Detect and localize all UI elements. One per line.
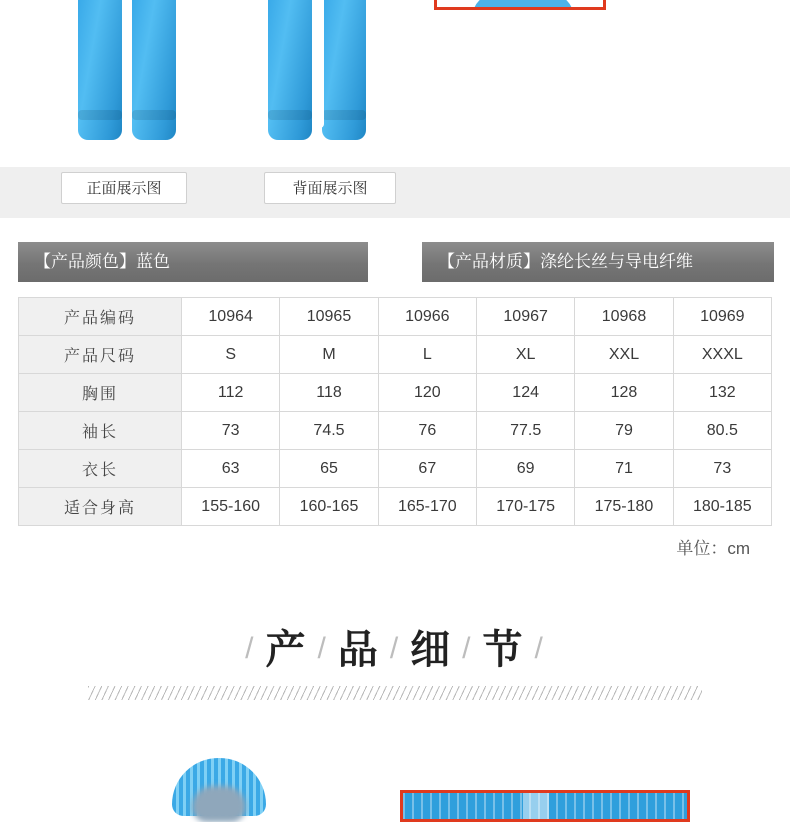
table-cell: 132 bbox=[673, 374, 771, 412]
detail-photo-hood bbox=[138, 752, 300, 822]
slash-decoration: / bbox=[534, 632, 545, 665]
hatched-divider bbox=[88, 686, 702, 700]
table-cell: 120 bbox=[378, 374, 476, 412]
model-face-blurred bbox=[192, 786, 246, 822]
row-header: 产品尺码 bbox=[19, 336, 182, 374]
table-row bbox=[19, 488, 772, 526]
table-cell: S bbox=[182, 336, 280, 374]
table-cell: 67 bbox=[378, 450, 476, 488]
table-cell: 10964 bbox=[182, 298, 280, 336]
table-cell: 10965 bbox=[280, 298, 378, 336]
table-row bbox=[19, 298, 772, 336]
table-cell: 73 bbox=[673, 450, 771, 488]
table-cell: 170-175 bbox=[476, 488, 574, 526]
table-cell: 69 bbox=[476, 450, 574, 488]
table-cell: 65 bbox=[280, 450, 378, 488]
product-thumbnail[interactable] bbox=[434, 0, 606, 10]
table-cell: 10969 bbox=[673, 298, 771, 336]
table-row bbox=[19, 450, 772, 488]
cuff bbox=[322, 110, 366, 120]
product-info-row bbox=[0, 242, 790, 282]
table-row bbox=[19, 374, 772, 412]
section-title bbox=[0, 618, 790, 675]
table-cell: 71 bbox=[575, 450, 673, 488]
trouser-leg-right bbox=[132, 0, 176, 140]
table-cell: 160-165 bbox=[280, 488, 378, 526]
table-cell: M bbox=[280, 336, 378, 374]
table-cell: 175-180 bbox=[575, 488, 673, 526]
product-material-bar: 【产品材质】涤纶长丝与导电纤维 bbox=[422, 242, 774, 282]
table-cell: 124 bbox=[476, 374, 574, 412]
product-photo-band bbox=[0, 0, 790, 218]
slash-decoration: / bbox=[245, 632, 256, 665]
table-cell: XXXL bbox=[673, 336, 771, 374]
row-header: 产品编码 bbox=[19, 298, 182, 336]
table-cell: 180-185 bbox=[673, 488, 771, 526]
fabric-fold bbox=[523, 793, 549, 819]
section-title-char: 细 bbox=[410, 628, 453, 672]
size-table bbox=[18, 297, 772, 526]
slash-decoration: / bbox=[462, 632, 473, 665]
table-cell: 63 bbox=[182, 450, 280, 488]
cuff bbox=[132, 110, 176, 120]
row-header: 袖长 bbox=[19, 412, 182, 450]
table-cell: 74.5 bbox=[280, 412, 378, 450]
product-color-bar: 【产品颜色】蓝色 bbox=[18, 242, 368, 282]
detail-photo-fabric bbox=[400, 790, 690, 822]
front-view-caption: 正面展示图 bbox=[61, 172, 187, 204]
table-cell: 77.5 bbox=[476, 412, 574, 450]
trouser-leg-left bbox=[78, 0, 122, 140]
table-row bbox=[19, 412, 772, 450]
table-cell: 10966 bbox=[378, 298, 476, 336]
slash-decoration: / bbox=[389, 632, 401, 665]
table-cell: 155-160 bbox=[182, 488, 280, 526]
table-cell: 79 bbox=[575, 412, 673, 450]
table-cell: 76 bbox=[378, 412, 476, 450]
cuff bbox=[78, 110, 122, 120]
model-shoulders bbox=[473, 0, 573, 10]
section-title-char: 节 bbox=[482, 628, 525, 672]
row-header: 适合身高 bbox=[19, 488, 182, 526]
table-cell: XXL bbox=[575, 336, 673, 374]
table-cell: 112 bbox=[182, 374, 280, 412]
back-view-caption: 背面展示图 bbox=[264, 172, 396, 204]
cuff bbox=[268, 110, 312, 120]
table-row bbox=[19, 336, 772, 374]
unit-note: 单位：cm bbox=[676, 539, 750, 558]
slash-decoration: / bbox=[317, 632, 328, 665]
row-header: 衣长 bbox=[19, 450, 182, 488]
table-cell: 80.5 bbox=[673, 412, 771, 450]
table-cell: 128 bbox=[575, 374, 673, 412]
back-stripe bbox=[316, 0, 324, 128]
row-header: 胸围 bbox=[19, 374, 182, 412]
table-cell: L bbox=[378, 336, 476, 374]
table-cell: 10967 bbox=[476, 298, 574, 336]
section-title-char: 产 bbox=[265, 628, 308, 672]
table-cell: 10968 bbox=[575, 298, 673, 336]
trouser-leg-left bbox=[268, 0, 312, 140]
table-cell: 118 bbox=[280, 374, 378, 412]
table-cell: XL bbox=[476, 336, 574, 374]
table-cell: 165-170 bbox=[378, 488, 476, 526]
trouser-leg-right bbox=[322, 0, 366, 140]
section-title-char: 品 bbox=[337, 628, 380, 672]
table-cell: 73 bbox=[182, 412, 280, 450]
